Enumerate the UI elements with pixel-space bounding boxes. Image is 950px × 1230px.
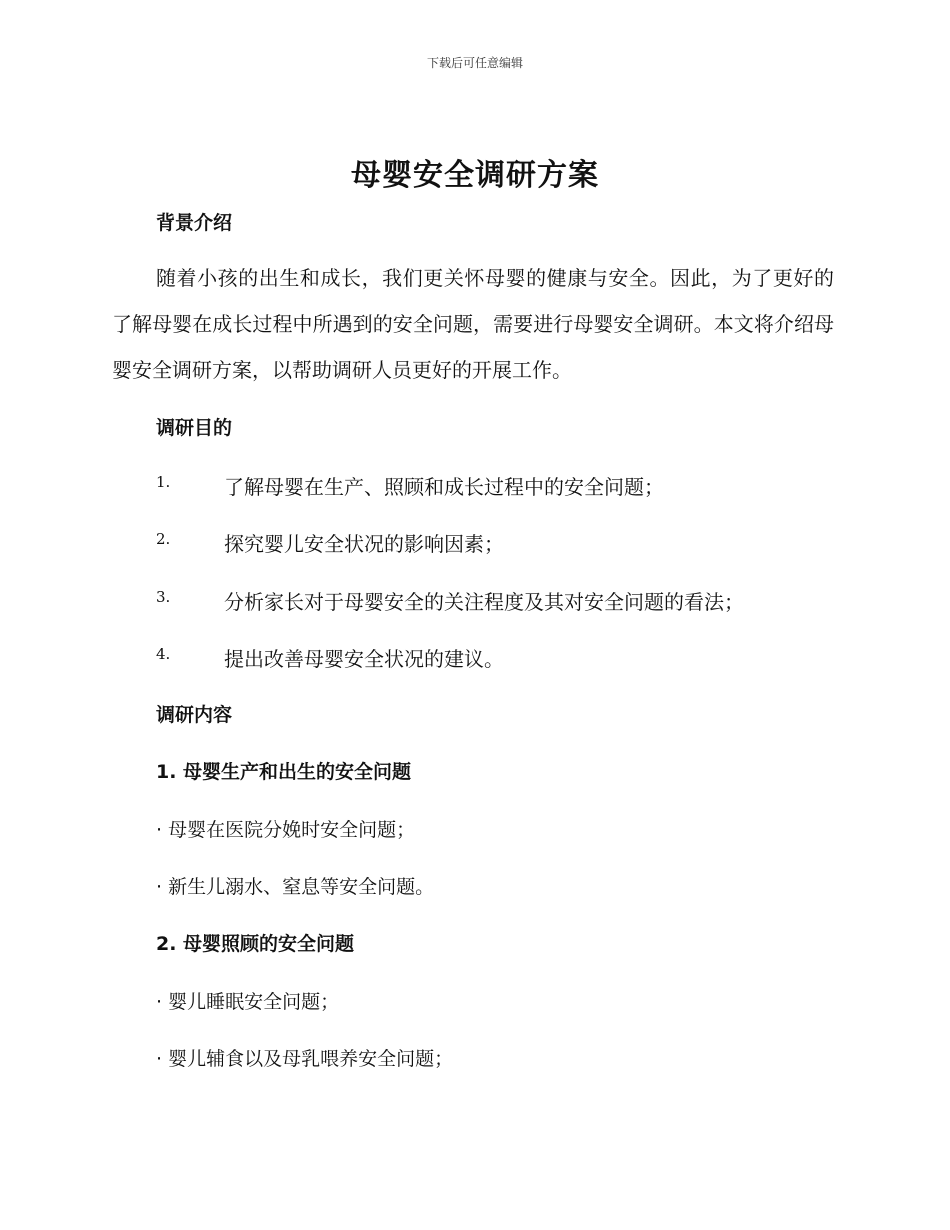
list-text: 分析家长对于母婴安全的关注程度及其对安全问题的看法； (224, 590, 744, 614)
section-heading-purpose: 调研目的 (156, 417, 233, 439)
list-text: 提出改善母婴安全状况的建议。 (224, 647, 504, 671)
list-text: 探究婴儿安全状况的影响因素； (224, 532, 504, 556)
bullet-item: · 婴儿辅食以及母乳喂养安全问题； (156, 1048, 454, 1070)
background-paragraph: 随着小孩的出生和成长，我们更关怀母婴的健康与安全。因此，为了更好的了解母婴在成长过程中所遇到的安全问题，需要进行母婴安全调研。本文将介绍母婴安全调研方案，以帮助调研人员更好的开展工作。 (112, 266, 834, 382)
subsection-heading-birth: 1. 母婴生产和出生的安全问题 (156, 761, 412, 783)
bullet-item: · 新生儿溺水、窒息等安全问题。 (156, 876, 435, 898)
purpose-list-item (156, 643, 856, 671)
list-text: 了解母婴在生产、照顾和成长过程中的安全问题； (224, 475, 664, 499)
list-number: 1. (156, 473, 171, 491)
list-number: 3. (156, 588, 171, 606)
header-note: 下载后可任意编辑 (426, 56, 523, 70)
list-number: 4. (156, 645, 171, 663)
bullet-item: · 婴儿睡眠安全问题； (156, 991, 340, 1013)
list-number: 2. (156, 530, 171, 548)
section-heading-content: 调研内容 (156, 704, 233, 726)
bullet-item: · 母婴在医院分娩时安全问题； (156, 819, 416, 841)
section-heading-background: 背景介绍 (156, 212, 233, 234)
purpose-list-item (156, 528, 856, 556)
purpose-list-item (156, 471, 856, 499)
subsection-heading-care: 2. 母婴照顾的安全问题 (156, 933, 355, 955)
document-title: 母婴安全调研方案 (351, 158, 599, 193)
purpose-list-item (156, 586, 856, 614)
